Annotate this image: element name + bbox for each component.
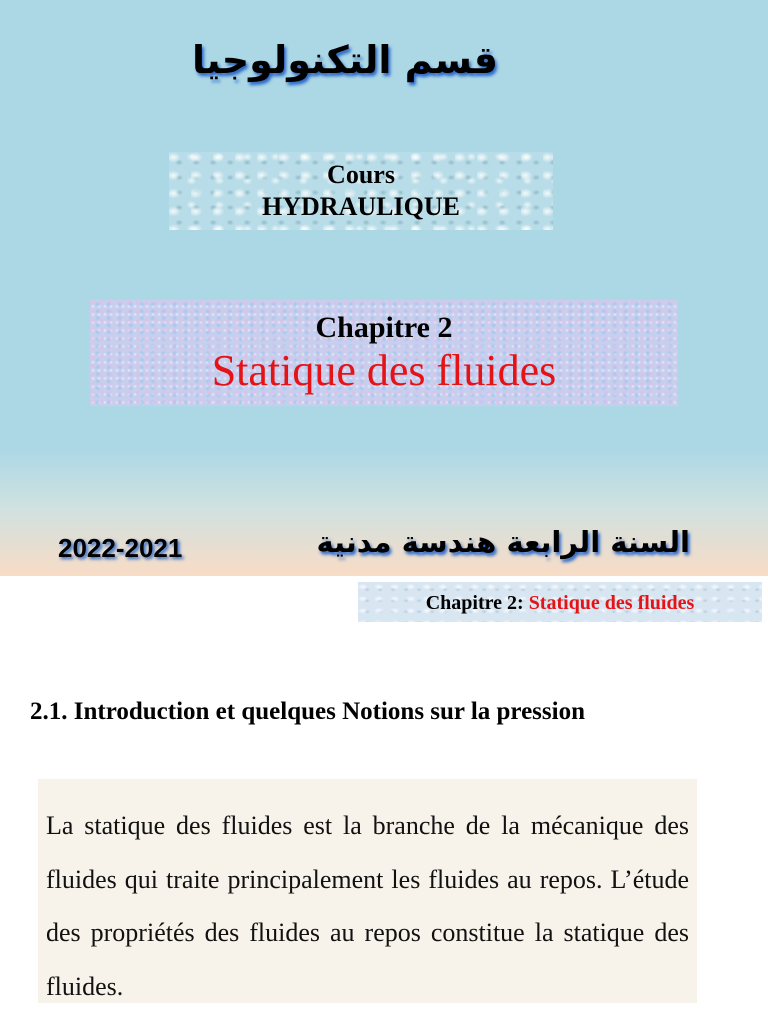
chapter-header-banner — [358, 582, 762, 622]
chapter-title: Statique des fluides — [211, 346, 557, 395]
course-label: Cours — [327, 160, 395, 189]
chapter-box — [90, 300, 678, 406]
header-prefix: Chapitre 2: — [425, 592, 529, 614]
intro-paragraph: La statique des fluides est la branche de la mécanique des fluides qui traite principalement les fluides au repos. L’étude des propriétés des fluides au repos constitue la statique des fluides. — [46, 811, 689, 1001]
academic-year: 2022-2021 — [58, 533, 183, 563]
department-title: قسم التكنولوجيا — [191, 38, 499, 82]
header-title: Statique des fluides — [528, 592, 695, 614]
course-name: HYDRAULIQUE — [262, 192, 460, 221]
paragraph-box — [38, 779, 697, 1003]
level-label: السنة الرابعة هندسة مدنية — [316, 525, 690, 559]
chapter-label: Chapitre 2 — [315, 311, 453, 344]
course-box — [169, 152, 553, 230]
section-heading: 2.1. Introduction et quelques Notions sur la pression — [30, 698, 585, 725]
